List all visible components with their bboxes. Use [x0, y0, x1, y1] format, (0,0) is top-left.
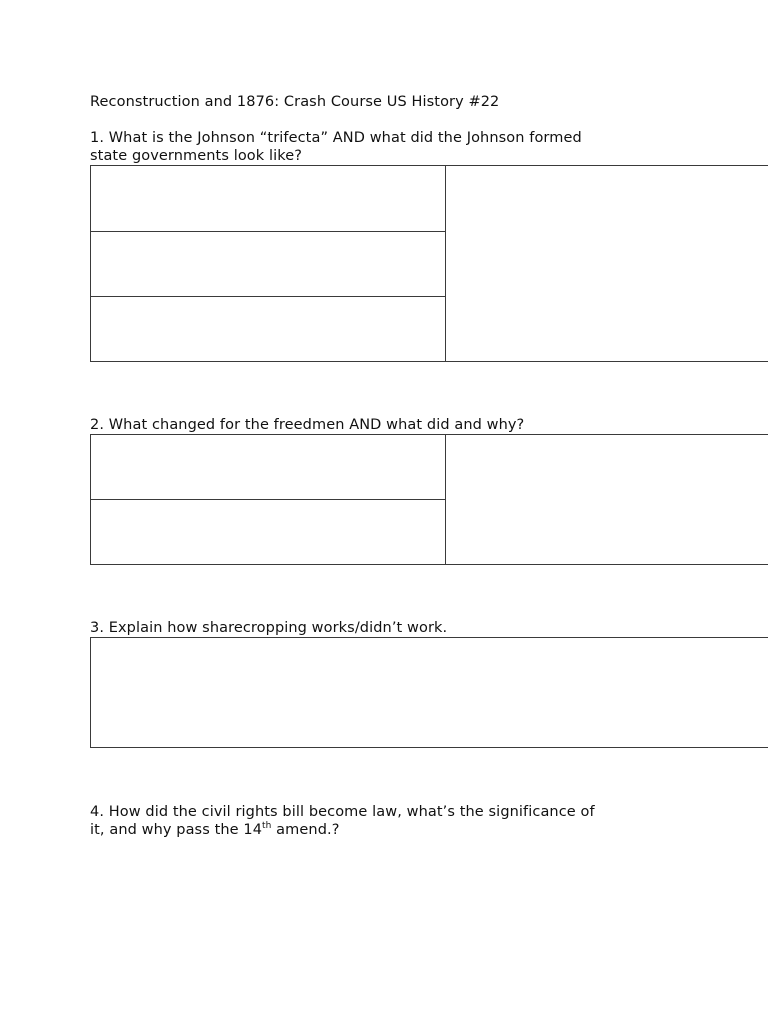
- question-4-line-2-start: it, and why pass the 14: [90, 822, 263, 838]
- worksheet-title: Reconstruction and 1876: Crash Course US History #22: [90, 94, 500, 110]
- q2-answer-cell-left-1[interactable]: [90, 434, 446, 500]
- q1-answer-cell-left-2[interactable]: [90, 231, 446, 297]
- question-1-line-2: state governments look like?: [90, 148, 303, 164]
- question-4: [90, 803, 595, 839]
- q1-answer-cell-right[interactable]: [445, 165, 768, 362]
- q2-answer-cell-right[interactable]: [445, 434, 768, 565]
- question-3: [90, 619, 447, 637]
- question-4-line-2-end: amend.?: [271, 822, 340, 838]
- question-1-line-1: 1. What is the Johnson “trifecta” AND what did the Johnson formed: [90, 130, 582, 146]
- question-4-line-1: 4. How did the civil rights bill become law, what’s the significance of: [90, 804, 595, 820]
- question-2-line-1: 2. What changed for the freedmen AND what did and why?: [90, 417, 525, 433]
- q2-answer-cell-left-2[interactable]: [90, 499, 446, 565]
- q3-answer-box[interactable]: [90, 637, 768, 748]
- question-1: [90, 129, 582, 165]
- question-3-line-1: 3. Explain how sharecropping works/didn’t work.: [90, 620, 448, 636]
- q1-answer-cell-left-1[interactable]: [90, 165, 446, 232]
- question-4-line-2: [90, 821, 595, 839]
- q1-answer-cell-left-3[interactable]: [90, 296, 446, 362]
- question-2: [90, 416, 524, 434]
- ordinal-suffix: th: [262, 821, 272, 831]
